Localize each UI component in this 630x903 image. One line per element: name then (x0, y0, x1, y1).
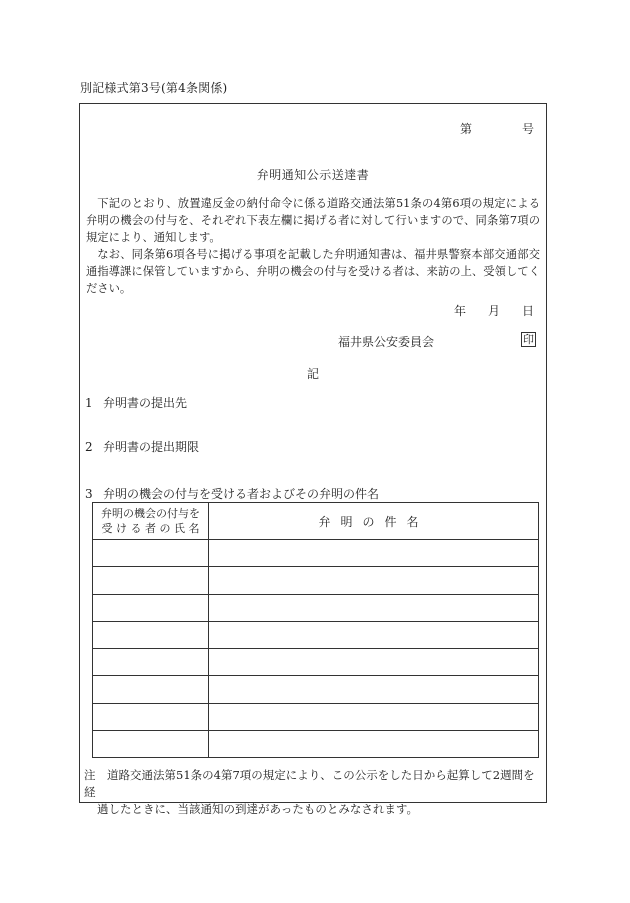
item-number: 3 (85, 487, 93, 501)
table-row (93, 567, 539, 594)
recipient-cell (93, 540, 209, 567)
col-recipient-header-line2: 受 け る 者 の 氏 名 (101, 522, 200, 535)
subject-cell (209, 567, 539, 594)
body-paragraph-2: なお、同条第6項各号に掲げる事項を記載した弁明通知書は、福井県警察本部交通部交通指導課に保管していますから、弁明の機会の付与を受ける者は、来訪の上、受領してください。 (86, 248, 540, 295)
subject-cell (209, 621, 539, 648)
body-text (86, 195, 540, 297)
seal-mark: 印 (523, 333, 534, 346)
document-number (460, 120, 534, 137)
table-header-row (93, 503, 539, 540)
footnote-text-1: 道路交通法第51条の4第7項の規定により、この公示をした日から起算して2週間を経 (84, 768, 535, 799)
item-1 (85, 394, 187, 411)
col-subject-header: 弁明の件名 (209, 503, 539, 540)
recipient-cell (93, 594, 209, 621)
date-year: 年 (453, 304, 466, 318)
subject-cell (209, 540, 539, 567)
col-recipient-header-line1: 弁明の機会の付与を (101, 507, 200, 520)
subject-cell (209, 594, 539, 621)
item-label: 弁明書の提出期限 (103, 440, 200, 454)
col-recipient-header (93, 503, 209, 540)
footnote-line-1 (84, 767, 540, 801)
table-row (93, 649, 539, 676)
item-number: 2 (85, 440, 93, 454)
date-line (454, 302, 534, 319)
table-row (93, 621, 539, 648)
table-row (93, 703, 539, 730)
recipient-cell (93, 731, 209, 758)
table-row (93, 731, 539, 758)
footnote-prefix: 注 (84, 768, 96, 782)
item-label: 弁明の機会の付与を受ける者およびその弁明の件名 (103, 487, 380, 501)
number-dai: 第 (459, 122, 472, 136)
table-row (93, 594, 539, 621)
recipient-cell (93, 649, 209, 676)
table-row (93, 676, 539, 703)
subject-cell (209, 731, 539, 758)
ki-heading: 記 (306, 367, 319, 381)
document-frame (79, 103, 547, 816)
recipient-cell (93, 567, 209, 594)
document-title: 弁明通知公示送達書 (256, 168, 370, 182)
table-row (93, 540, 539, 567)
recipient-cell (93, 676, 209, 703)
item-2 (85, 438, 199, 455)
item-3 (85, 485, 379, 502)
subject-cell (209, 676, 539, 703)
subject-cell (209, 649, 539, 676)
footnote-line-2: 過したときに、当該通知の到達があったものとみなされます。 (97, 802, 418, 816)
subject-cell (209, 703, 539, 730)
item-number: 1 (85, 396, 93, 410)
issuer-name: 福井県公安委員会 (338, 335, 435, 349)
recipient-cell (93, 621, 209, 648)
number-go: 号 (521, 122, 534, 136)
form-caption: 別記様式第3号(第4条関係) (80, 81, 228, 95)
recipient-cell (93, 703, 209, 730)
item-label: 弁明書の提出先 (103, 396, 188, 410)
date-day: 日 (521, 304, 534, 318)
body-paragraph-1: 下記のとおり、放置違反金の納付命令に係る道路交通法第51条の4第6項の規定による弁明の機会の付与を、それぞれ下表左欄に掲げる者に対して行いますので、同条第7項の規定により、通知します。 (86, 197, 540, 244)
footnote (84, 767, 540, 818)
notice-table (92, 502, 539, 758)
date-month: 月 (487, 304, 500, 318)
